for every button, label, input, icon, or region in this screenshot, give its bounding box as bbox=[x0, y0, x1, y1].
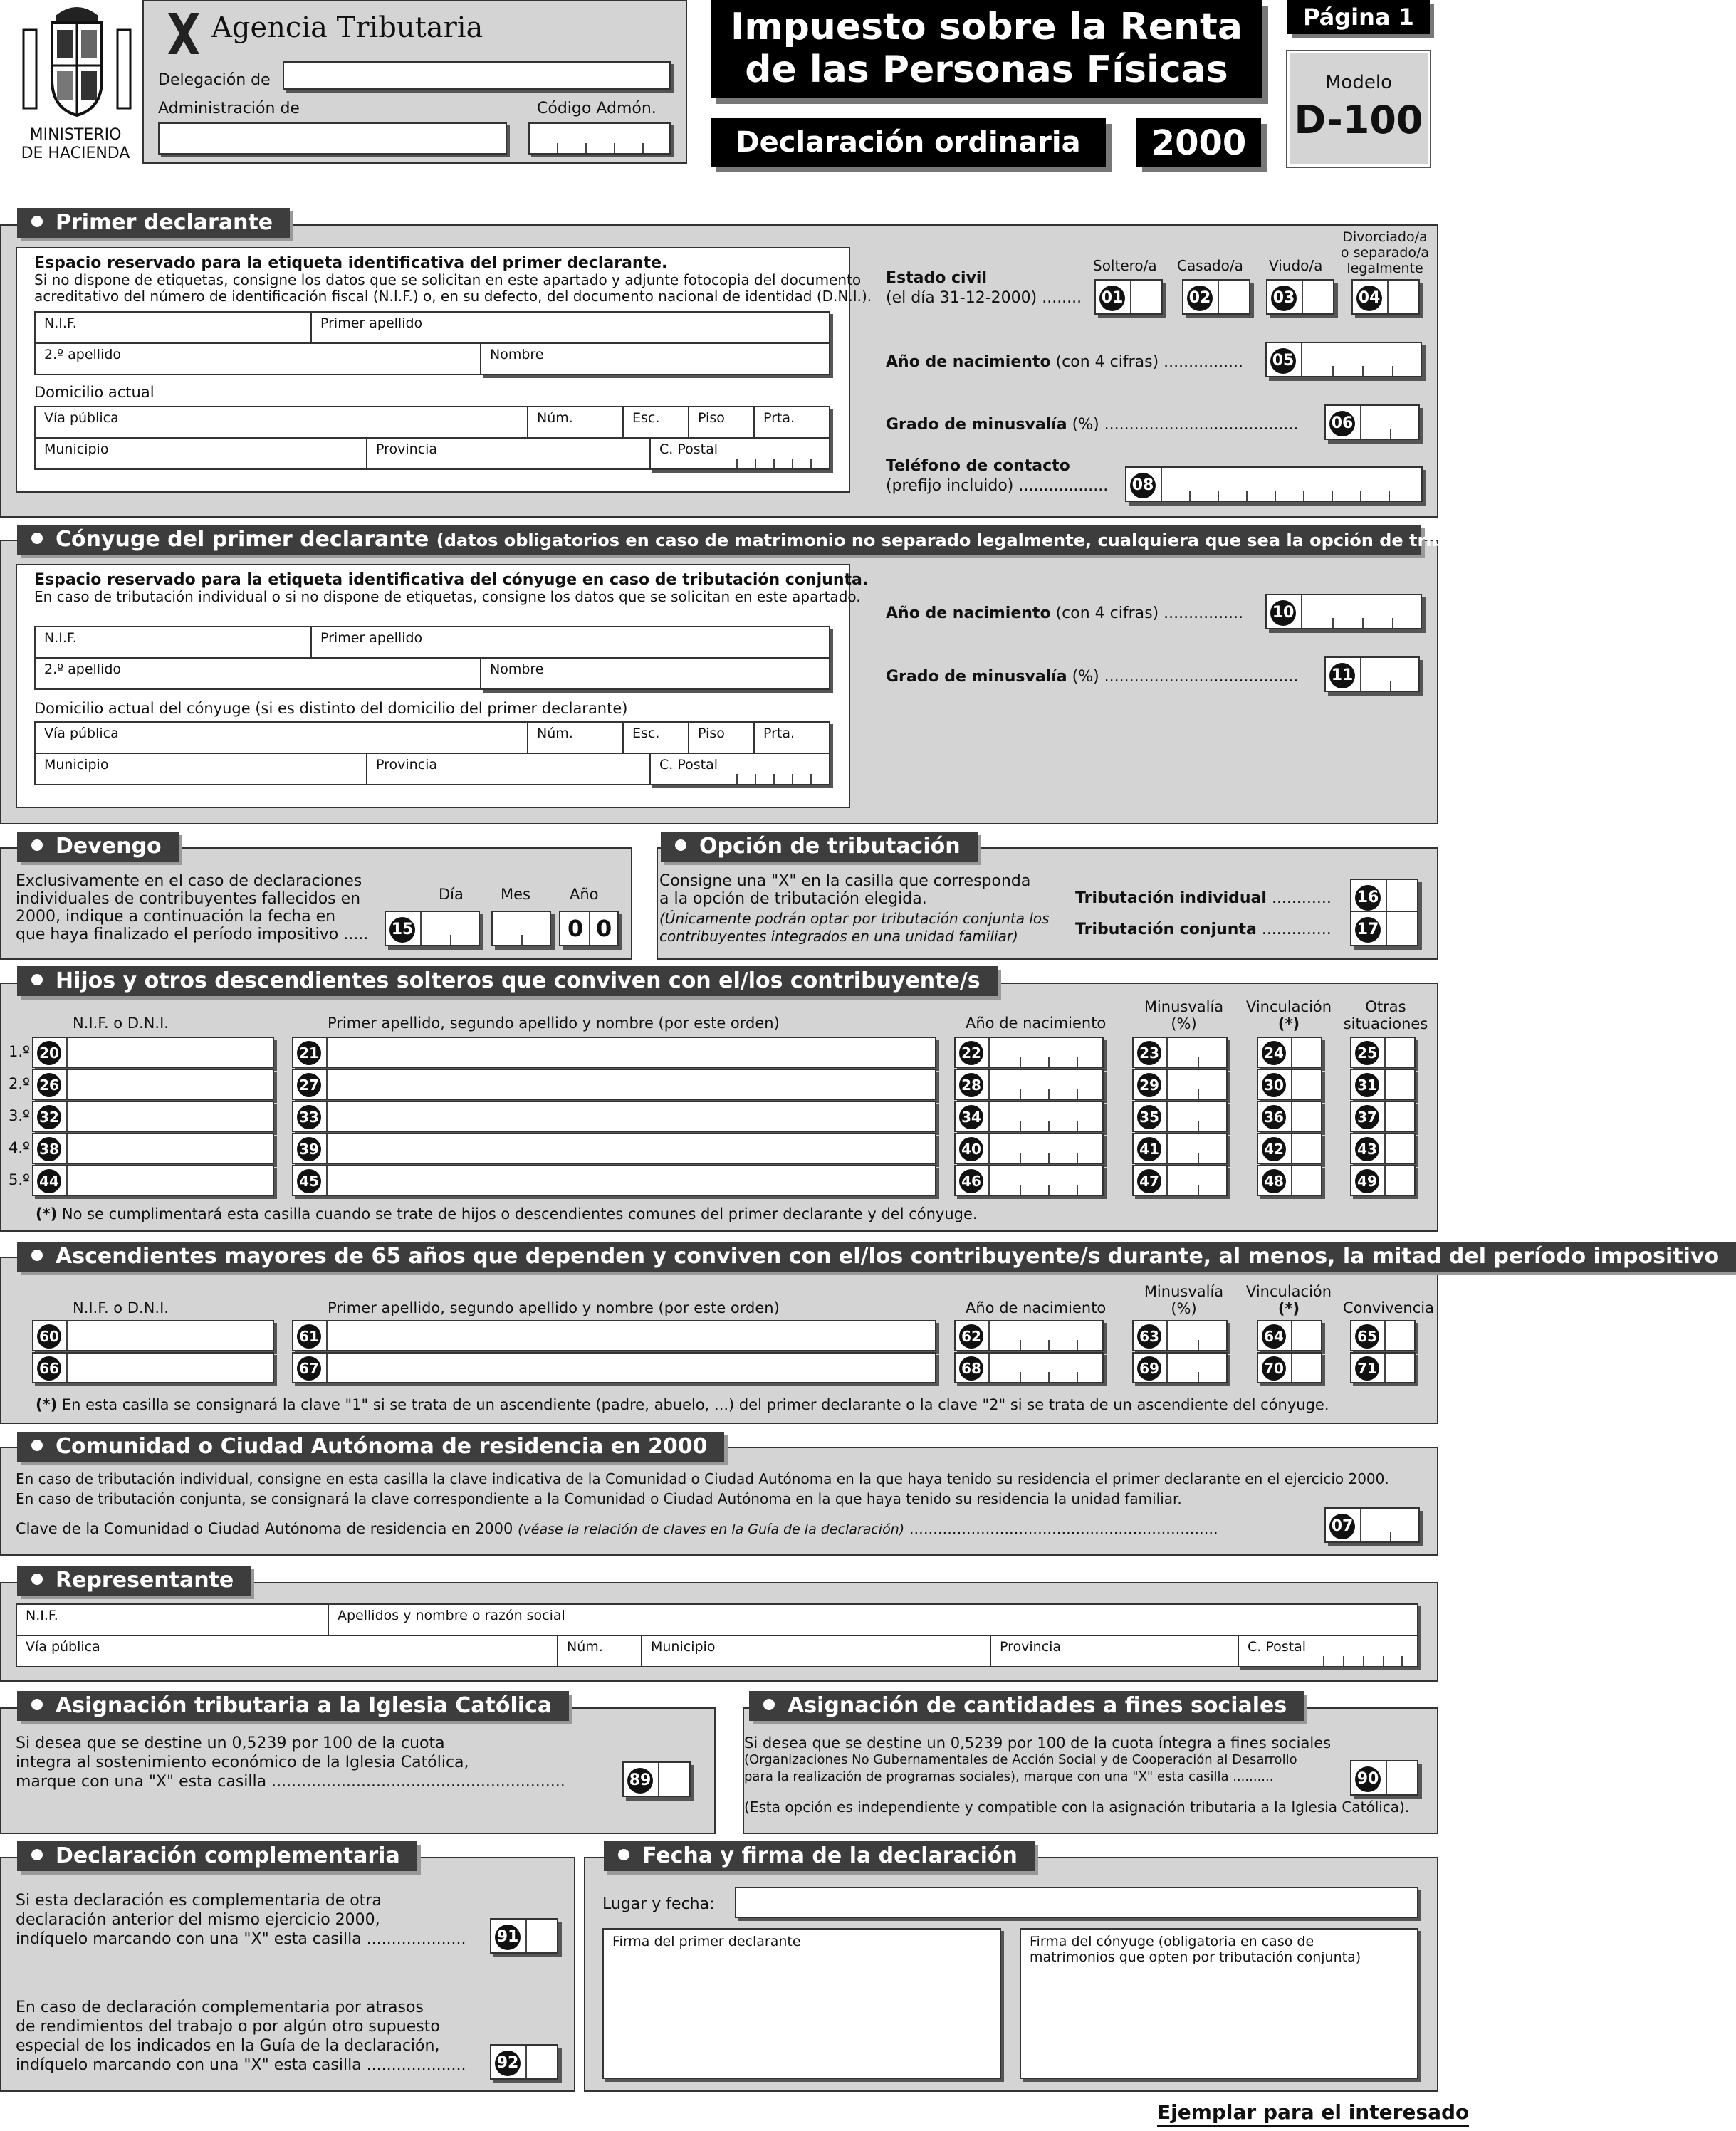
section-title-complementaria: Declaración complementaria bbox=[17, 1841, 417, 1871]
num-field-2[interactable]: Núm. bbox=[527, 721, 624, 754]
hijo-3-vinculacion-box-36[interactable]: 36 bbox=[1257, 1101, 1322, 1132]
municipio-field-1[interactable]: Municipio bbox=[34, 437, 367, 470]
hijo-3-row-label: 3.º bbox=[9, 1107, 30, 1124]
apellido1-field-1[interactable]: Primer apellido bbox=[310, 311, 830, 344]
hijo-1-nombre-box-21[interactable]: 21 bbox=[292, 1037, 936, 1068]
divorciado-label: Divorciado/a o separado/a legalmente bbox=[1340, 229, 1430, 276]
asc-header-convivencia: Convivencia bbox=[1343, 1299, 1434, 1316]
soltero-label: Soltero/a bbox=[1093, 257, 1157, 274]
nacimiento-label-2: Año de nacimiento (con 4 cifras) ................ bbox=[886, 604, 1244, 622]
firma-declarante-area[interactable]: Firma del primer declarante bbox=[602, 1928, 1001, 2079]
puerta-field-2[interactable]: Prta. bbox=[753, 721, 830, 754]
box-04-divorciado[interactable]: 04 bbox=[1351, 279, 1420, 315]
label-area-note-2: acreditativo del número de identificación fiscal (N.I.F.) o, en su defecto, del documento nacional de identidad (D.N.I.). bbox=[34, 288, 872, 305]
hijo-5-nif-box-44[interactable]: 44 bbox=[32, 1165, 274, 1196]
administracion-label: Administración de bbox=[158, 100, 300, 117]
label-area-title: Espacio reservado para la etiqueta identificativa del primer declarante. bbox=[34, 254, 668, 272]
section-title-firma: Fecha y firma de la declaración bbox=[604, 1841, 1035, 1871]
provincia-field-2[interactable]: Provincia bbox=[366, 753, 651, 785]
apellido2-field-1[interactable]: 2.º apellido bbox=[34, 342, 481, 375]
lugar-fecha-label: Lugar y fecha: bbox=[602, 1895, 715, 1913]
repr-municipio-field[interactable]: Municipio bbox=[641, 1635, 991, 1667]
hijo-2-minusvalia-box-29[interactable]: 29 bbox=[1132, 1069, 1228, 1100]
hijo-1-otras-box-25[interactable]: 25 bbox=[1350, 1037, 1416, 1068]
form-title: Impuesto sobre la Renta de las Personas Físicas bbox=[711, 0, 1262, 98]
ascendiente-2-vinculacion-box-70[interactable]: 70 bbox=[1257, 1352, 1322, 1383]
hijo-2-nif-box-26[interactable]: 26 bbox=[32, 1069, 274, 1100]
box-91-complementaria[interactable]: 91 bbox=[490, 1918, 558, 1954]
ascendiente-1-nif-box-60[interactable]: 60 bbox=[32, 1320, 274, 1351]
firma-conyuge-area[interactable]: Firma del cónyuge (obligatoria en caso de matrimonios que opten por tributación conjunta) bbox=[1020, 1928, 1418, 2079]
hijo-5-nombre-box-45[interactable]: 45 bbox=[292, 1165, 936, 1196]
section-title-opcion: Opción de tributación bbox=[661, 832, 978, 862]
section-title-devengo: Devengo bbox=[17, 832, 179, 862]
hijo-3-otras-box-37[interactable]: 37 bbox=[1350, 1101, 1416, 1132]
hijo-3-minusvalia-box-35[interactable]: 35 bbox=[1132, 1101, 1228, 1132]
box-06-minusvalia[interactable]: 06 bbox=[1324, 404, 1420, 440]
complementaria-text-1: Si esta declaración es complementaria de otra declaración anterior del mismo ejercicio 2000, indíquelo marcando con una "X" esta casilla .................... bbox=[16, 1892, 466, 1948]
via-field-1[interactable]: Vía pública bbox=[34, 406, 528, 439]
box-02-casado[interactable]: 02 bbox=[1182, 279, 1250, 315]
minusvalia-label-1: Grado de minusvalía (%) ....................................... bbox=[886, 416, 1299, 434]
coat-of-arms-icon bbox=[13, 1, 141, 122]
casado-label: Casado/a bbox=[1177, 257, 1243, 274]
form-subtitle: Declaración ordinaria bbox=[711, 118, 1106, 167]
hijo-1-vinculacion-box-24[interactable]: 24 bbox=[1257, 1037, 1322, 1068]
agency-logo-icon bbox=[165, 10, 202, 57]
ccaa-text-3: Clave de la Comunidad o Ciudad Autónoma de residencia en 2000 (véase la relación de claves en la Guía de la declaración) ................................................................. bbox=[16, 1520, 1218, 1537]
esc-field-1[interactable]: Esc. bbox=[622, 406, 689, 439]
hijo-4-nif-box-38[interactable]: 38 bbox=[32, 1133, 274, 1164]
opcion-text: Consigne una "X" en la casilla que corresponda a la opción de tributación elegida. (Únicamente podrán optar por tributación conjunta los contribuyentes integrados en una unidad familiar) bbox=[659, 872, 1050, 945]
repr-via-field[interactable]: Vía pública bbox=[16, 1635, 558, 1667]
ascendiente-1-nacimiento-box-62[interactable]: 62 bbox=[954, 1320, 1104, 1351]
label-area-note-1: Si no dispone de etiquetas, consigne los datos que se solicitan en este apartado y adjunte fotocopia del documento bbox=[34, 271, 862, 288]
ccaa-text-1: En caso de tributación individual, consigne en esta casilla la clave indicativa de la Comunidad o Ciudad Autónoma en la que haya tenido su residencia el primer declarante en el ejercicio 2000. bbox=[16, 1470, 1389, 1487]
box-05-nacimiento[interactable]: 05 bbox=[1265, 342, 1422, 377]
hijo-5-otras-box-49[interactable]: 49 bbox=[1350, 1165, 1416, 1196]
label-area-conyuge-title: Espacio reservado para la etiqueta identificativa del cónyuge en caso de tributación conjunta. bbox=[34, 571, 869, 589]
box-08-telefono[interactable]: 08 bbox=[1125, 466, 1423, 502]
hijo-3-nif-box-32[interactable]: 32 bbox=[32, 1101, 274, 1132]
num-field-1[interactable]: Núm. bbox=[527, 406, 624, 439]
apellido2-field-2[interactable]: 2.º apellido bbox=[34, 657, 481, 690]
hijo-5-nacimiento-box-46[interactable]: 46 bbox=[954, 1165, 1104, 1196]
hijo-5-row-label: 5.º bbox=[9, 1171, 30, 1188]
dia-label: Día bbox=[439, 886, 464, 903]
codigo-label: Código Admón. bbox=[537, 100, 657, 117]
hijo-1-nif-box-20[interactable]: 20 bbox=[32, 1037, 274, 1068]
box-03-viudo[interactable]: 03 bbox=[1266, 279, 1334, 315]
hijos-header-otras: Otras situaciones bbox=[1343, 998, 1428, 1032]
repr-nif-field[interactable]: N.I.F. bbox=[16, 1603, 329, 1636]
footer-copy-label: Ejemplar para el interesado bbox=[1157, 2100, 1469, 2127]
asc-header-vinculacion: Vinculación (*) bbox=[1245, 1283, 1332, 1317]
estado-civil-label: Estado civil bbox=[886, 269, 988, 287]
repr-cpostal-field[interactable]: C. Postal bbox=[1238, 1635, 1418, 1667]
hijo-4-nacimiento-box-40[interactable]: 40 bbox=[954, 1133, 1104, 1164]
box-15-dia[interactable]: 15 bbox=[385, 911, 480, 946]
hijo-1-nacimiento-box-22[interactable]: 22 bbox=[954, 1037, 1104, 1068]
hijo-5-minusvalia-box-47[interactable]: 47 bbox=[1132, 1165, 1228, 1196]
ccaa-text-2: En caso de tributación conjunta, se consignará la clave correspondiente a la Comunidad o Ciudad Autónoma en la que haya tenido su residencia la unidad familiar. bbox=[16, 1490, 1182, 1507]
section-title-ascendientes: Ascendientes mayores de 65 años que dependen y conviven con el/los contribuyente/s durante, al menos, la mitad del período impositivo bbox=[17, 1242, 1736, 1272]
hijo-4-otras-box-43[interactable]: 43 bbox=[1350, 1133, 1416, 1164]
form-year: 2000 bbox=[1136, 118, 1261, 167]
hijos-header-nombre: Primer apellido, segundo apellido y nombre (por este orden) bbox=[328, 1015, 780, 1032]
ano-field: 0 0 bbox=[559, 911, 619, 946]
telefono-label: Teléfono de contacto bbox=[886, 457, 1070, 475]
ascendiente-1-vinculacion-box-64[interactable]: 64 bbox=[1257, 1320, 1322, 1351]
nombre-field-2[interactable]: Nombre bbox=[480, 657, 830, 690]
ascendiente-2-minusvalia-box-69[interactable]: 69 bbox=[1132, 1352, 1228, 1383]
section-title-representante: Representante bbox=[17, 1566, 251, 1596]
iglesia-text: Si desea que se destine un 0,5239 por 100 de la cuota integra al sostenimiento económico de la Iglesia Católica, marque con una "X" esta casilla ........................................................... bbox=[16, 1734, 565, 1791]
hijo-3-nacimiento-box-34[interactable]: 34 bbox=[954, 1101, 1104, 1132]
administracion-field[interactable] bbox=[158, 122, 507, 155]
nombre-field-1[interactable]: Nombre bbox=[480, 342, 830, 375]
nif-field-2[interactable]: N.I.F. bbox=[34, 626, 312, 659]
asc-header-minusvalia: Minusvalía (%) bbox=[1144, 1283, 1224, 1317]
hijo-4-nombre-box-39[interactable]: 39 bbox=[292, 1133, 936, 1164]
municipio-field-2[interactable]: Municipio bbox=[34, 753, 367, 785]
hijos-header-minusvalia: Minusvalía (%) bbox=[1144, 998, 1224, 1032]
hijo-4-vinculacion-box-42[interactable]: 42 bbox=[1257, 1133, 1322, 1164]
box-90-fines-sociales[interactable]: 90 bbox=[1350, 1760, 1418, 1796]
agency-name: Agencia Tributaria bbox=[211, 11, 483, 44]
domicilio-label-1: Domicilio actual bbox=[34, 384, 155, 401]
apellido1-field-2[interactable]: Primer apellido bbox=[310, 626, 830, 659]
ascendiente-1-otras-box-65[interactable]: 65 bbox=[1350, 1320, 1416, 1351]
fines-text: Si desea que se destine un 0,5239 por 100 de la cuota íntegra a fines sociales (Organizaciones No Gubernamentales de Acción Social y de Cooperación al Desarrollo para la realización de programas sociales), marque con una "X" esta casilla .......... (Esta opción es independiente y compatible con la asignación tributaria a la Iglesia Católica). bbox=[744, 1734, 1410, 1816]
complementaria-text-2: En caso de declaración complementaria por atrasos de rendimientos del trabajo o por algún otro supuesto especial de los indicados en la Guía de la declaración, indíquelo marcando con una "X" esta casilla .................... bbox=[16, 1999, 466, 2074]
box-01-soltero[interactable]: 01 bbox=[1094, 279, 1163, 315]
hijo-2-row-label: 2.º bbox=[9, 1075, 30, 1092]
ascendiente-1-nombre-box-61[interactable]: 61 bbox=[292, 1320, 936, 1351]
section-title-primer-declarante: Primer declarante bbox=[17, 208, 290, 238]
section-title-conyuge: Cónyuge del primer declarante (datos obligatorios en caso de matrimonio no separado legalmente, cualquiera que sea la opción de tributación elegida) bbox=[17, 525, 1421, 555]
asc-note: (*) En esta casilla se consignará la clave "1" si se trata de un ascendiente (padre, abuelo, ...) del primer declarante o la clave "2" si se trata de un ascendiente del cónyuge. bbox=[36, 1396, 1329, 1413]
hijo-2-otras-box-31[interactable]: 31 bbox=[1350, 1069, 1416, 1100]
delegacion-field[interactable] bbox=[283, 61, 671, 90]
telefono-note: (prefijo incluido) .................. bbox=[886, 477, 1109, 495]
asc-header-nacimiento: Año de nacimiento bbox=[966, 1299, 1107, 1316]
hijo-2-nombre-box-27[interactable]: 27 bbox=[292, 1069, 936, 1100]
provincia-field-1[interactable]: Provincia bbox=[366, 437, 651, 470]
hijo-4-minusvalia-box-41[interactable]: 41 bbox=[1132, 1133, 1228, 1164]
label-area-conyuge-note: En caso de tributación individual o si no dispone de etiquetas, consigne los datos que se solicitan en este apartado. bbox=[34, 588, 861, 605]
hijos-note: (*) No se cumplimentará esta casilla cuando se trate de hijos o descendientes comunes del primer declarante y del cónyuge. bbox=[36, 1205, 978, 1222]
asc-header-nif: N.I.F. o D.N.I. bbox=[73, 1299, 169, 1316]
repr-num-field[interactable]: Núm. bbox=[557, 1635, 642, 1667]
ministry-name: MINISTERIO DE HACIENDA bbox=[21, 126, 130, 162]
page-number: Página 1 bbox=[1287, 0, 1430, 34]
box-17-conjunta[interactable]: 17 bbox=[1350, 911, 1418, 946]
codigo-field[interactable] bbox=[528, 122, 671, 155]
conjunta-label: Tributación conjunta .............. bbox=[1075, 921, 1332, 938]
devengo-text: Exclusivamente en el caso de declaraciones individuales de contribuyentes fallecidos en 2000, indique a continuación la fecha en que haya finalizado el período impositivo ..... bbox=[16, 872, 369, 943]
hijo-5-vinculacion-box-48[interactable]: 48 bbox=[1257, 1165, 1322, 1196]
hijo-1-row-label: 1.º bbox=[9, 1043, 30, 1060]
hijo-4-row-label: 4.º bbox=[9, 1139, 30, 1156]
hijo-1-minusvalia-box-23[interactable]: 23 bbox=[1132, 1037, 1228, 1068]
hijo-3-nombre-box-33[interactable]: 33 bbox=[292, 1101, 936, 1132]
nif-field-1[interactable]: N.I.F. bbox=[34, 311, 312, 344]
hijos-header-nif: N.I.F. o D.N.I. bbox=[73, 1015, 169, 1032]
agency-panel bbox=[142, 0, 687, 164]
hijos-header-nacimiento: Año de nacimiento bbox=[966, 1015, 1107, 1032]
estado-civil-date: (el día 31-12-2000) ........ bbox=[886, 289, 1082, 307]
ascendiente-2-nif-box-66[interactable]: 66 bbox=[32, 1352, 274, 1383]
ascendiente-2-nacimiento-box-68[interactable]: 68 bbox=[954, 1352, 1104, 1383]
individual-label: Tributación individual ............ bbox=[1075, 889, 1332, 907]
cpostal-field-2[interactable]: C. Postal bbox=[649, 753, 830, 785]
asc-header-nombre: Primer apellido, segundo apellido y nombre (por este orden) bbox=[328, 1299, 780, 1316]
viudo-label: Viudo/a bbox=[1269, 257, 1323, 274]
delegacion-label: Delegación de bbox=[158, 71, 271, 89]
puerta-field-1[interactable]: Prta. bbox=[753, 406, 830, 439]
mes-field[interactable] bbox=[491, 911, 551, 946]
hijo-2-nacimiento-box-28[interactable]: 28 bbox=[954, 1069, 1104, 1100]
minusvalia-label-2: Grado de minusvalía (%) ....................................... bbox=[886, 668, 1299, 686]
box-89-iglesia[interactable]: 89 bbox=[622, 1761, 691, 1797]
lugar-fecha-field[interactable] bbox=[735, 1887, 1418, 1918]
domicilio-label-2: Domicilio actual del cónyuge (si es distinto del domicilio del primer declarante) bbox=[34, 700, 628, 717]
esc-field-2[interactable]: Esc. bbox=[622, 721, 689, 754]
ascendiente-2-otras-box-71[interactable]: 71 bbox=[1350, 1352, 1416, 1383]
via-field-2[interactable]: Vía pública bbox=[34, 721, 528, 754]
section-title-hijos: Hijos y otros descendientes solteros que conviven con el/los contribuyente/s bbox=[17, 966, 998, 996]
box-16-individual[interactable]: 16 bbox=[1350, 879, 1418, 914]
box-92-atrasos[interactable]: 92 bbox=[490, 2044, 558, 2080]
box-10-nacimiento-conyuge[interactable]: 10 bbox=[1265, 594, 1422, 629]
mes-label: Mes bbox=[501, 886, 530, 903]
piso-field-2[interactable]: Piso bbox=[688, 721, 755, 754]
hijo-2-vinculacion-box-30[interactable]: 30 bbox=[1257, 1069, 1322, 1100]
cpostal-field-1[interactable]: C. Postal bbox=[649, 437, 830, 470]
section-title-fines: Asignación de cantidades a fines sociales bbox=[749, 1691, 1304, 1721]
piso-field-1[interactable]: Piso bbox=[688, 406, 755, 439]
section-title-ccaa: Comunidad o Ciudad Autónoma de residencia en 2000 bbox=[17, 1432, 724, 1462]
nacimiento-label-1: Año de nacimiento (con 4 cifras) ................ bbox=[886, 353, 1244, 371]
box-11-minusvalia-conyuge[interactable]: 11 bbox=[1324, 656, 1420, 692]
repr-nombre-field[interactable]: Apellidos y nombre o razón social bbox=[328, 1603, 1418, 1636]
ascendiente-1-minusvalia-box-63[interactable]: 63 bbox=[1132, 1320, 1228, 1351]
box-07-ccaa[interactable]: 07 bbox=[1324, 1507, 1420, 1543]
repr-provincia-field[interactable]: Provincia bbox=[990, 1635, 1239, 1667]
modelo-box: Modelo D-100 bbox=[1287, 51, 1430, 167]
hijos-header-vinculacion: Vinculación (*) bbox=[1245, 998, 1332, 1032]
ascendiente-2-nombre-box-67[interactable]: 67 bbox=[292, 1352, 936, 1383]
section-title-iglesia: Asignación tributaria a la Iglesia Católica bbox=[17, 1691, 569, 1721]
ministry-logo bbox=[13, 1, 141, 165]
ano-label: Año bbox=[570, 886, 599, 903]
